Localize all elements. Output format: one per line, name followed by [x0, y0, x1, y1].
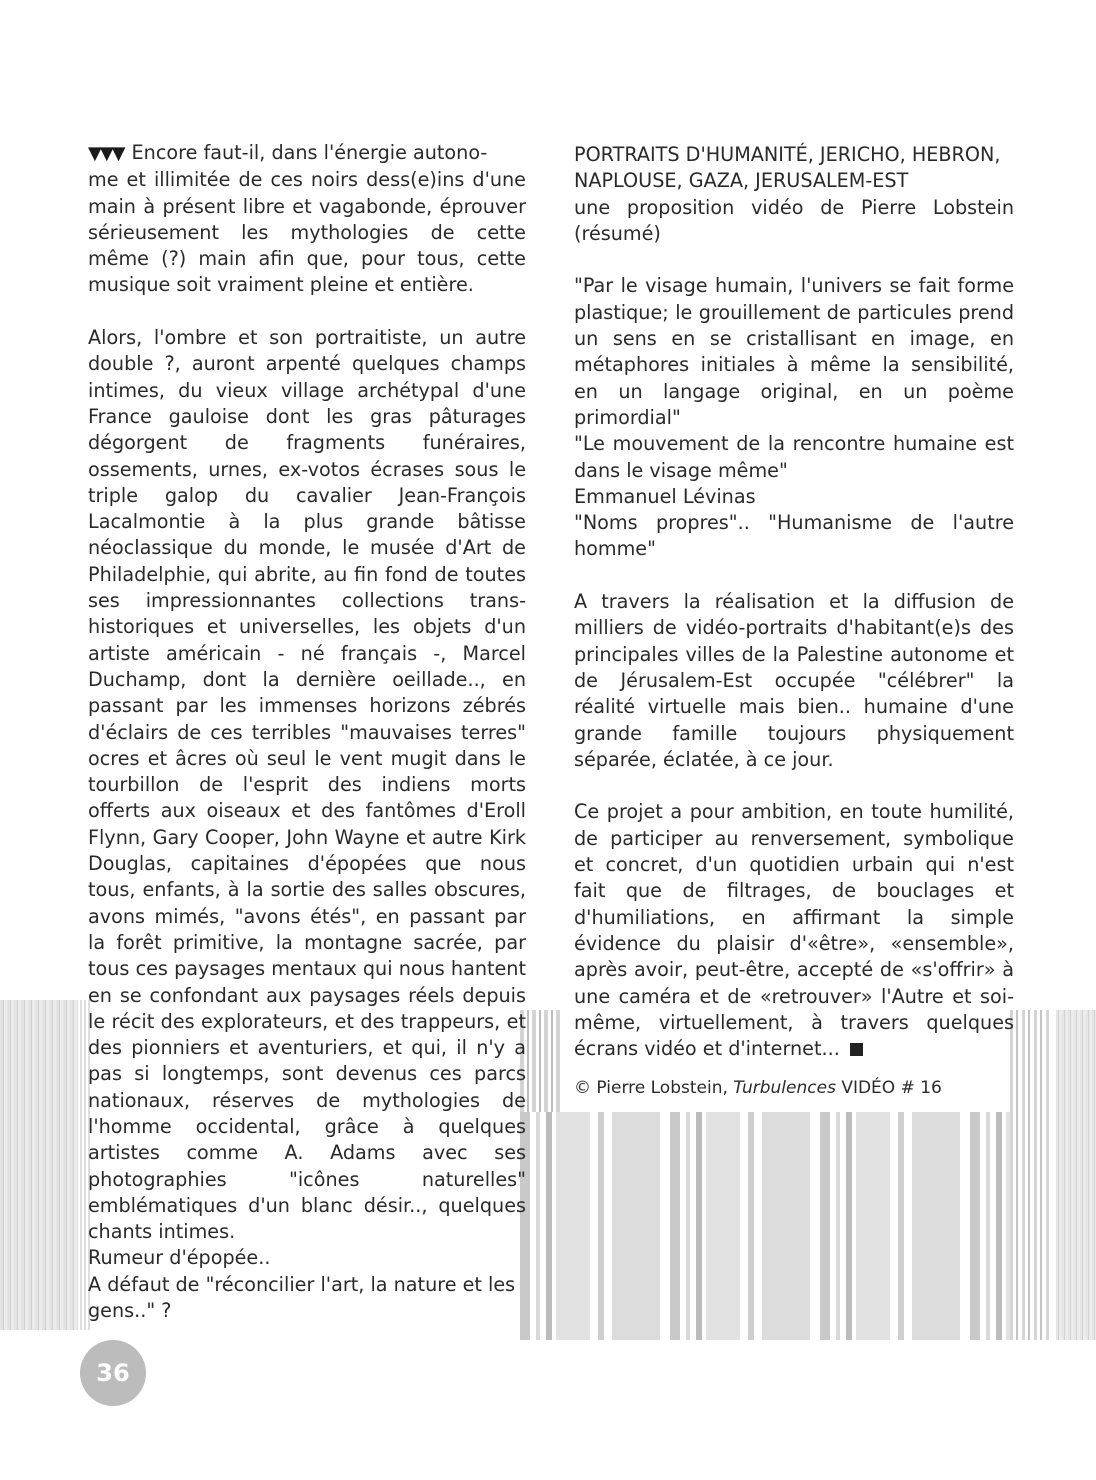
decorative-stripe-band-right	[1010, 1010, 1050, 1340]
page-number: 36	[96, 1359, 130, 1387]
right-column	[574, 142, 1014, 1062]
right-paragraph-1: A travers la réalisation et la diffusion de milliers de vidéo-portraits d'habitant(e)s des principales villes de la Palestine autonome et de Jérusalem-Est occupée "célébrer" la réalité virtuelle mais bien.. humaine d'une grande famille toujours physiquement séparée, éclatée, à ce jour.	[574, 590, 1014, 771]
credit-prefix: © Pierre Lobstein,	[574, 1078, 728, 1098]
decorative-stripe-band-left	[0, 1000, 78, 1330]
decorative-stripe-band-bottom	[520, 1112, 1020, 1340]
quote-source: "Noms propres".. "Humanisme de l'autre homme"	[574, 511, 1014, 561]
page-number-badge	[80, 1340, 146, 1406]
left-paragraph-1-rest	[88, 167, 526, 298]
left-paragraph-2: Alors, l'ombre et son portraitiste, un autre double ?, auront arpenté quelques champs intimes, du vieux village archétypal d'une France gauloise dont les gras pâturages dégorgent de fragments funéraires, ossements, urnes, ex-votos écrases sous le triple galop du cavalier Jean-François Lacalmontie à la plus grande bâtisse néoclassique du monde, le musée d'Art de Philadelphie, qui abrite, au fin fond de toutes ses impressionnantes collections trans-historiques et universelles, les objets d'un artiste américain - né français -, Marcel Duchamp, dont la dernière oeillade.., en passant par les immenses horizons zébrés d'éclairs de ces terribles "mauvaises terres" ocres et âcres où seul le vent mugit dans le tourbillon de l'esprit des indiens morts offerts aux oiseaux et des fantômes d'Eroll Flynn, Gary Cooper, John Wayne et autre Kirk Douglas, capitaines d'épopées que nous tous, enfants, à la sortie des salles obscures, avons mimés, "avons étés", en passant par la forêt primitive, la montagne sacrée, par tous ces paysages mentaux qui nous hantent en se confondant aux paysages réels depuis le récit des explorateurs, et des trappeurs, et des pionniers et aventuriers, et qui, il n'y a pas si longtemps, sont devenus ces parcs nationaux, réserves de mythologies de l'homme occidental, grâce à quelques artistes comme A. Adams avec ses photographies "icônes naturelles" emblématiques d'un blanc désir.., quelques chants intimes.	[88, 326, 526, 1244]
left-paragraph-1	[88, 140, 526, 167]
decorative-stripe-band-edge	[1056, 1010, 1096, 1340]
left-paragraph-4: A défaut de "réconcilier l'art, la nature et les gens.." ?	[88, 1272, 516, 1323]
left-paragraph-1-first-line: Encore faut-il, dans l'énergie autono-	[131, 141, 488, 164]
article-subtitle: une proposition vidéo de Pierre Lobstein (résumé)	[574, 195, 1014, 245]
right-paragraph-2	[574, 799, 1014, 1062]
credit-publication: Turbulences	[733, 1078, 836, 1098]
credit-line	[574, 1078, 942, 1098]
quote-author: Emmanuel Lévinas	[574, 484, 756, 508]
quote-2: "Le mouvement de la rencontre humaine est dans le visage même"	[574, 432, 1014, 482]
left-paragraph-3: Rumeur d'épopée..	[88, 1246, 271, 1270]
credit-suffix: VIDÉO # 16	[841, 1078, 942, 1098]
left-paragraph-1-rest-text: me et illimitée de ces noirs dess(e)ins d'une main à présent libre et vagabonde, éprouver sérieusement les mythologies de cette même (?) main afin que, pour tous, cette musique soit vraiment pleine et entière.	[88, 168, 526, 297]
right-paragraph-2-text: Ce projet a pour ambition, en toute humilité, de participer au renversement, symbolique et concret, d'un quotidien urbain qui n'est fait que de filtrages, de bouclages et d'humiliations, en affirmant la simple évidence du plaisir d'«être», «ensemble», après avoir, peut-être, accepté de «s'offrir» à une caméra et de «retrouver» l'Autre et soi-même, virtuellement, à travers quelques écrans vidéo et d'internet...	[574, 800, 1014, 1061]
end-square-icon	[850, 1043, 863, 1056]
article-title: PORTRAITS D'HUMANITÉ, JERICHO, HEBRON, NAPLOUSE, GAZA, JERUSALEM-EST	[574, 143, 1001, 193]
left-column	[88, 140, 526, 1324]
quote-1: "Par le visage humain, l'univers se fait forme plastique; le grouillement de particules prend un sens en se cristallisant en image, en métaphores initiales à même la sensibilité, en un langage original, en un poème primordial"	[574, 274, 1014, 429]
triangle-bullets-icon: ▼▼▼	[88, 143, 124, 164]
